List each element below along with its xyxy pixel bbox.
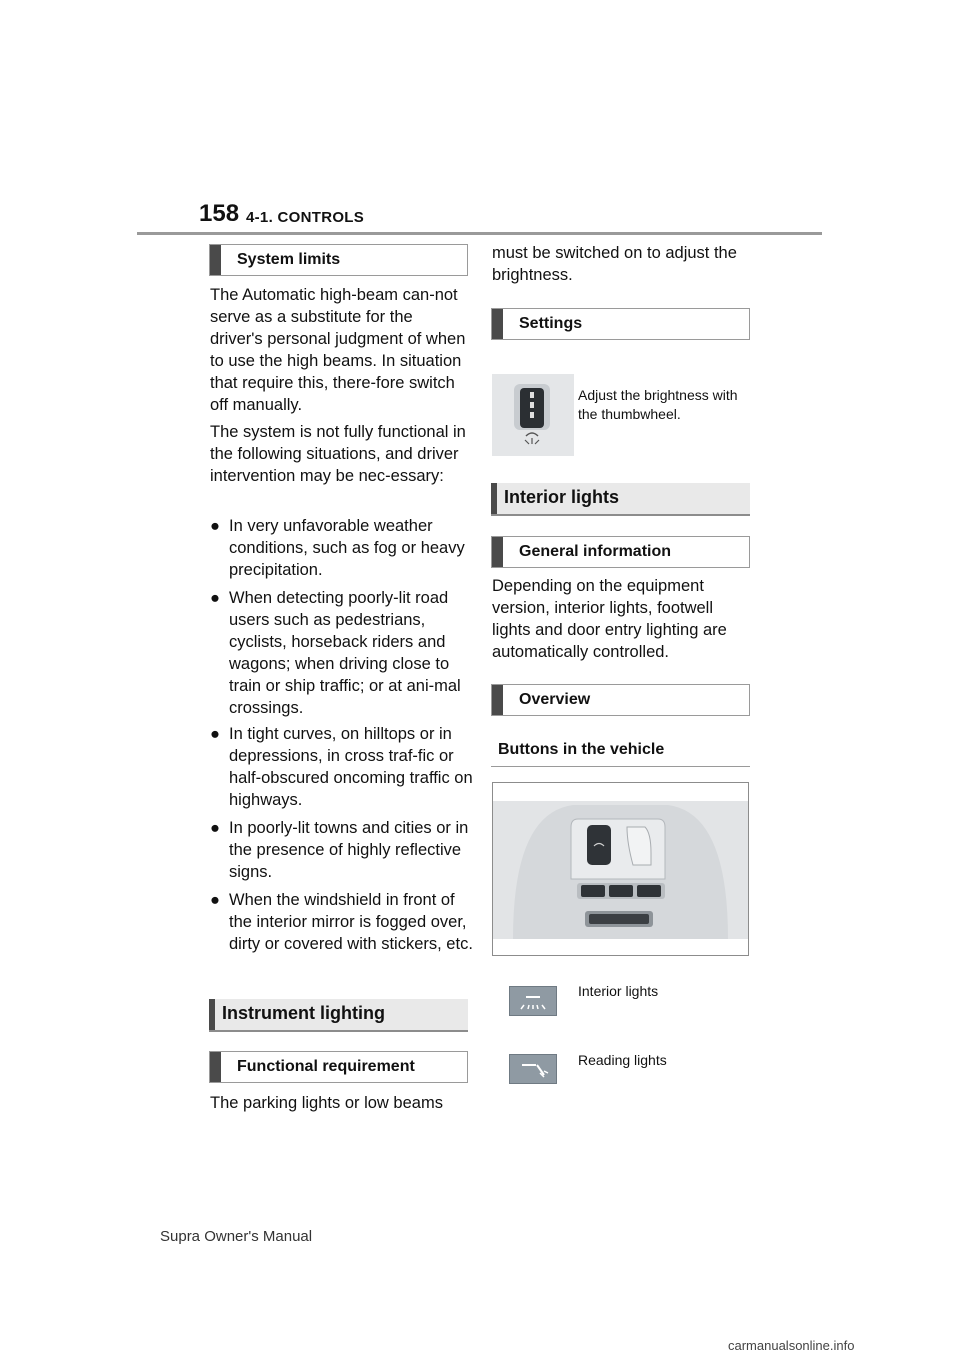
footer-manual-title: Supra Owner's Manual [160, 1228, 313, 1245]
heading-label: System limits [237, 251, 341, 268]
header-rule [137, 232, 822, 235]
heading-instrument-lighting [209, 999, 468, 1032]
heading-label: Interior lights [504, 487, 620, 507]
heading-overview [491, 684, 750, 716]
paragraph-brightness-continued: must be switched on to adjust the brightness. [492, 244, 737, 284]
overhead-console-image [492, 782, 749, 956]
overhead-console-illustration [493, 783, 748, 955]
heading-label: General information [519, 543, 672, 560]
heading-marker [209, 999, 215, 1030]
paragraph-high-beam-judgment: The Automatic high-beam can-not serve as a substitute for the driver's personal judgment of when to use the high beams. In situation that require this, there-fore switch off manually. [210, 286, 466, 414]
heading-label: Functional requirement [237, 1058, 415, 1075]
heading-label: Settings [519, 315, 583, 332]
heading-marker [210, 1052, 221, 1082]
heading-system-limits [209, 244, 468, 276]
heading-settings [491, 308, 750, 340]
thumbwheel-illustration [492, 374, 574, 456]
legend-label: Interior lights [578, 983, 659, 999]
subheading-buttons-in-vehicle: Buttons in the vehicle [498, 741, 665, 758]
heading-marker [492, 537, 503, 567]
heading-label: Instrument lighting [222, 1003, 385, 1023]
interior-light-icon [509, 986, 557, 1016]
thumbwheel-caption: Adjust the brightness with the thumbwheel. [578, 387, 738, 422]
reading-light-icon [509, 1054, 557, 1084]
legend-label: Reading lights [578, 1052, 667, 1068]
heading-functional-requirement [209, 1051, 468, 1083]
paragraph-general-information: Depending on the equipment version, interior lights, footwell lights and door entry lighting are automatically controlled. [492, 577, 727, 661]
heading-marker [491, 483, 497, 514]
subheading-rule [491, 766, 750, 767]
heading-interior-lights [491, 483, 750, 516]
heading-marker [492, 685, 503, 715]
paragraph-not-fully-functional: The system is not fully functional in the following situations, and driver intervention may be nec-essary: [210, 423, 466, 485]
page-number: 158 [199, 200, 240, 227]
heading-marker [492, 309, 503, 339]
heading-label: Overview [519, 691, 591, 708]
heading-general-information [491, 536, 750, 568]
footer-watermark: carmanualsonline.info [728, 1338, 855, 1353]
heading-marker [210, 245, 221, 275]
thumbwheel-image [492, 374, 574, 456]
chapter-title: 4-1. CONTROLS [246, 209, 365, 226]
paragraph-parking-lights: The parking lights or low beams [210, 1094, 443, 1112]
